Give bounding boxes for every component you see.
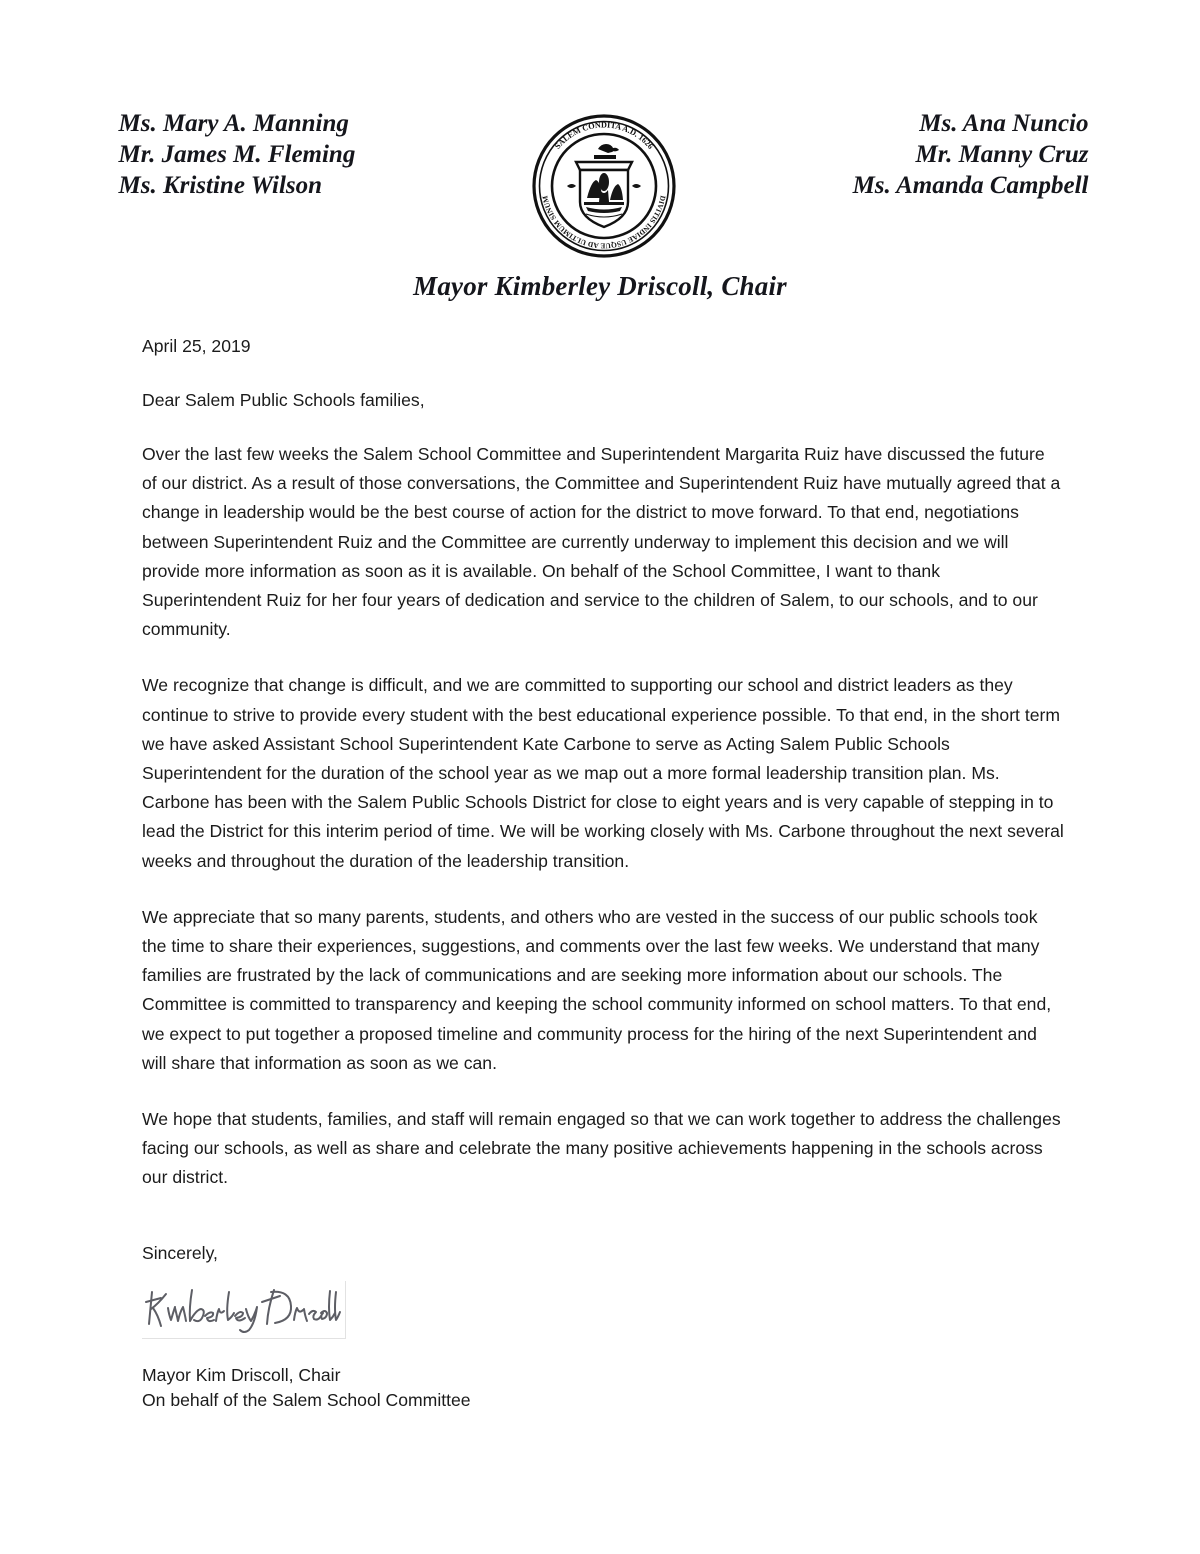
svg-text:DIVITIS INDIAE USQUE AD ULTIMU: DIVITIS INDIAE USQUE AD ULTIMUM SINUM <box>539 194 668 251</box>
letter-date: April 25, 2019 <box>142 336 251 356</box>
svg-text:SALEM CONDITA A.D. 1626: SALEM CONDITA A.D. 1626 <box>552 120 655 151</box>
signature-image <box>142 1281 346 1339</box>
committee-member-name: Mr. Manny Cruz <box>915 141 1089 168</box>
seal-container <box>509 108 699 262</box>
committee-members-right <box>699 108 1101 201</box>
letter-paragraph: We recognize that change is difficult, and we are committed to supporting our school and district leaders as they continue to strive to provide every student with the best educational experience possible. To that end, in the short term we have asked Assistant School Superintendent Kate Carbone to serve as Acting Salem Public Schools Superintendent for the duration of the school year as we map out a more formal leadership transition plan. Ms. Carbone has been with the Salem Public Schools District for close to eight years and is very capable of stepping in to lead the District for this interim period of time. We will be working closely with Ms. Carbone throughout the next several weeks and throughout the duration of the leadership transition. <box>142 675 1064 871</box>
committee-member-name: Mr. James M. Fleming <box>118 141 356 168</box>
signer-organization: On behalf of the Salem School Committee <box>142 1390 471 1410</box>
letter-paragraph: We appreciate that so many parents, students, and others who are vested in the success of our public schools took the time to share their experiences, suggestions, and comments over the last few weeks. We understand that many families are frustrated by the lack of communications and are seeking more information about our schools. The Committee is committed to transparency and keeping the school community informed on school matters. To that end, we expect to put together a proposed timeline and community process for the hiring of the next Superintendent and will share that information as soon as we can. <box>142 906 1052 1073</box>
city-seal-icon <box>524 110 684 262</box>
committee-member-name: Ms. Ana Nuncio <box>919 110 1089 137</box>
committee-member-name: Ms. Amanda Campbell <box>852 172 1089 199</box>
letter-closing <box>142 1240 842 1413</box>
signer-block <box>142 1363 842 1413</box>
signer-name: Mayor Kim Driscoll, Chair <box>142 1365 341 1385</box>
committee-member-name: Ms. Mary A. Manning <box>118 110 349 137</box>
letter-salutation: Dear Salem Public Schools families, <box>142 390 425 410</box>
committee-member-name: Ms. Kristine Wilson <box>118 172 323 199</box>
letter-paragraph: We hope that students, families, and staff will remain engaged so that we can work together to address the challenges facing our schools, as well as share and celebrate the many positive achievements happening in the schools across our district. <box>142 1109 1061 1188</box>
letterhead <box>0 108 1200 262</box>
letter-body <box>142 333 1064 1210</box>
closing-salutation: Sincerely, <box>142 1243 218 1263</box>
handwritten-signature-icon <box>144 1282 342 1336</box>
committee-members-left <box>100 108 509 201</box>
chair-title: Mayor Kimberley Driscoll, Chair <box>413 271 787 301</box>
letter-paragraph: Over the last few weeks the Salem School Committee and Superintendent Margarita Ruiz have discussed the future of our district. As a result of those conversations, the Committee and Superintendent Ruiz have mutually agreed that a change in leadership would be the best course of action for the district to move forward. To that end, negotiations between Superintendent Ruiz and the Committee are currently underway to implement this decision and we will provide more information as soon as it is available. On behalf of the School Committee, I want to thank Superintendent Ruiz for her four years of dedication and service to the children of Salem, to our schools, and to our community. <box>142 444 1061 640</box>
